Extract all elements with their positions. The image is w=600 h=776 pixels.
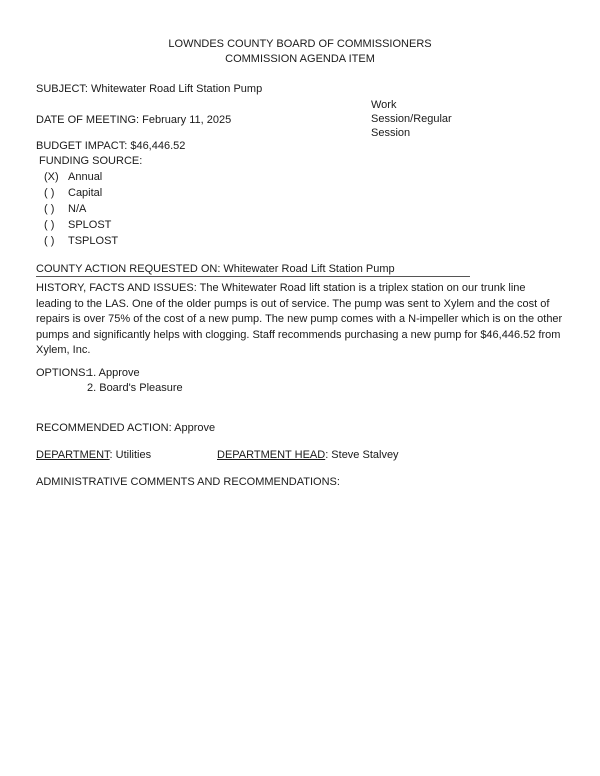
- county-action-requested: COUNTY ACTION REQUESTED ON: Whitewater Road Lift Station Pump: [36, 263, 395, 275]
- department-label: DEPARTMENT: [36, 449, 110, 461]
- meeting-type-line-3: Session: [371, 127, 411, 139]
- funding-option-mark: (X): [44, 171, 59, 183]
- divider-line: [36, 276, 470, 277]
- budget-impact: BUDGET IMPACT: $46,446.52: [36, 140, 186, 152]
- meeting-type-line-2: Session/Regular: [371, 113, 452, 125]
- department-field: [36, 448, 151, 462]
- funding-option-label: Capital: [68, 187, 103, 199]
- header-title: LOWNDES COUNTY BOARD OF COMMISSIONERS: [168, 38, 432, 50]
- subject-line: SUBJECT: Whitewater Road Lift Station Pump: [36, 83, 263, 95]
- options-label: OPTIONS:: [36, 367, 89, 379]
- history-facts-issues: HISTORY, FACTS AND ISSUES: The Whitewater Road lift station is a triplex station on our trunk line leading to the LAS. One of the older pumps is out of service. The pump was sent to Xylem and the cost of repairs is over 75% of the cost of a new pump. The new pump comes with a N-impeller which is on the other pumps and significantly helps with clogging. Staff recommends purchasing a new pump for $46,446.52 from Xylem, Inc.: [36, 282, 563, 356]
- funding-option-label: N/A: [68, 203, 87, 215]
- option-item: 1. Approve: [87, 367, 140, 379]
- funding-source-label: FUNDING SOURCE:: [39, 155, 143, 167]
- recommended-action: RECOMMENDED ACTION: Approve: [36, 422, 216, 434]
- funding-option-mark: ( ): [44, 203, 55, 215]
- header-subtitle: COMMISSION AGENDA ITEM: [225, 53, 375, 65]
- department-head-value: : Steve Stalvey: [325, 449, 399, 461]
- meeting-type-line-1: Work: [371, 99, 397, 111]
- funding-option-label: TSPLOST: [68, 235, 119, 247]
- funding-option-label: Annual: [68, 171, 103, 183]
- administrative-comments: ADMINISTRATIVE COMMENTS AND RECOMMENDATIONS:: [36, 476, 340, 488]
- department-head-label: DEPARTMENT HEAD: [217, 449, 326, 461]
- funding-option-mark: ( ): [44, 219, 55, 231]
- funding-option-mark: ( ): [44, 187, 55, 199]
- meeting-date: DATE OF MEETING: February 11, 2025: [36, 114, 232, 126]
- funding-option-mark: ( ): [44, 235, 55, 247]
- department-value: : Utilities: [109, 449, 152, 461]
- department-head-field: [217, 448, 399, 462]
- funding-option-label: SPLOST: [68, 219, 112, 231]
- option-item: 2. Board's Pleasure: [87, 382, 183, 394]
